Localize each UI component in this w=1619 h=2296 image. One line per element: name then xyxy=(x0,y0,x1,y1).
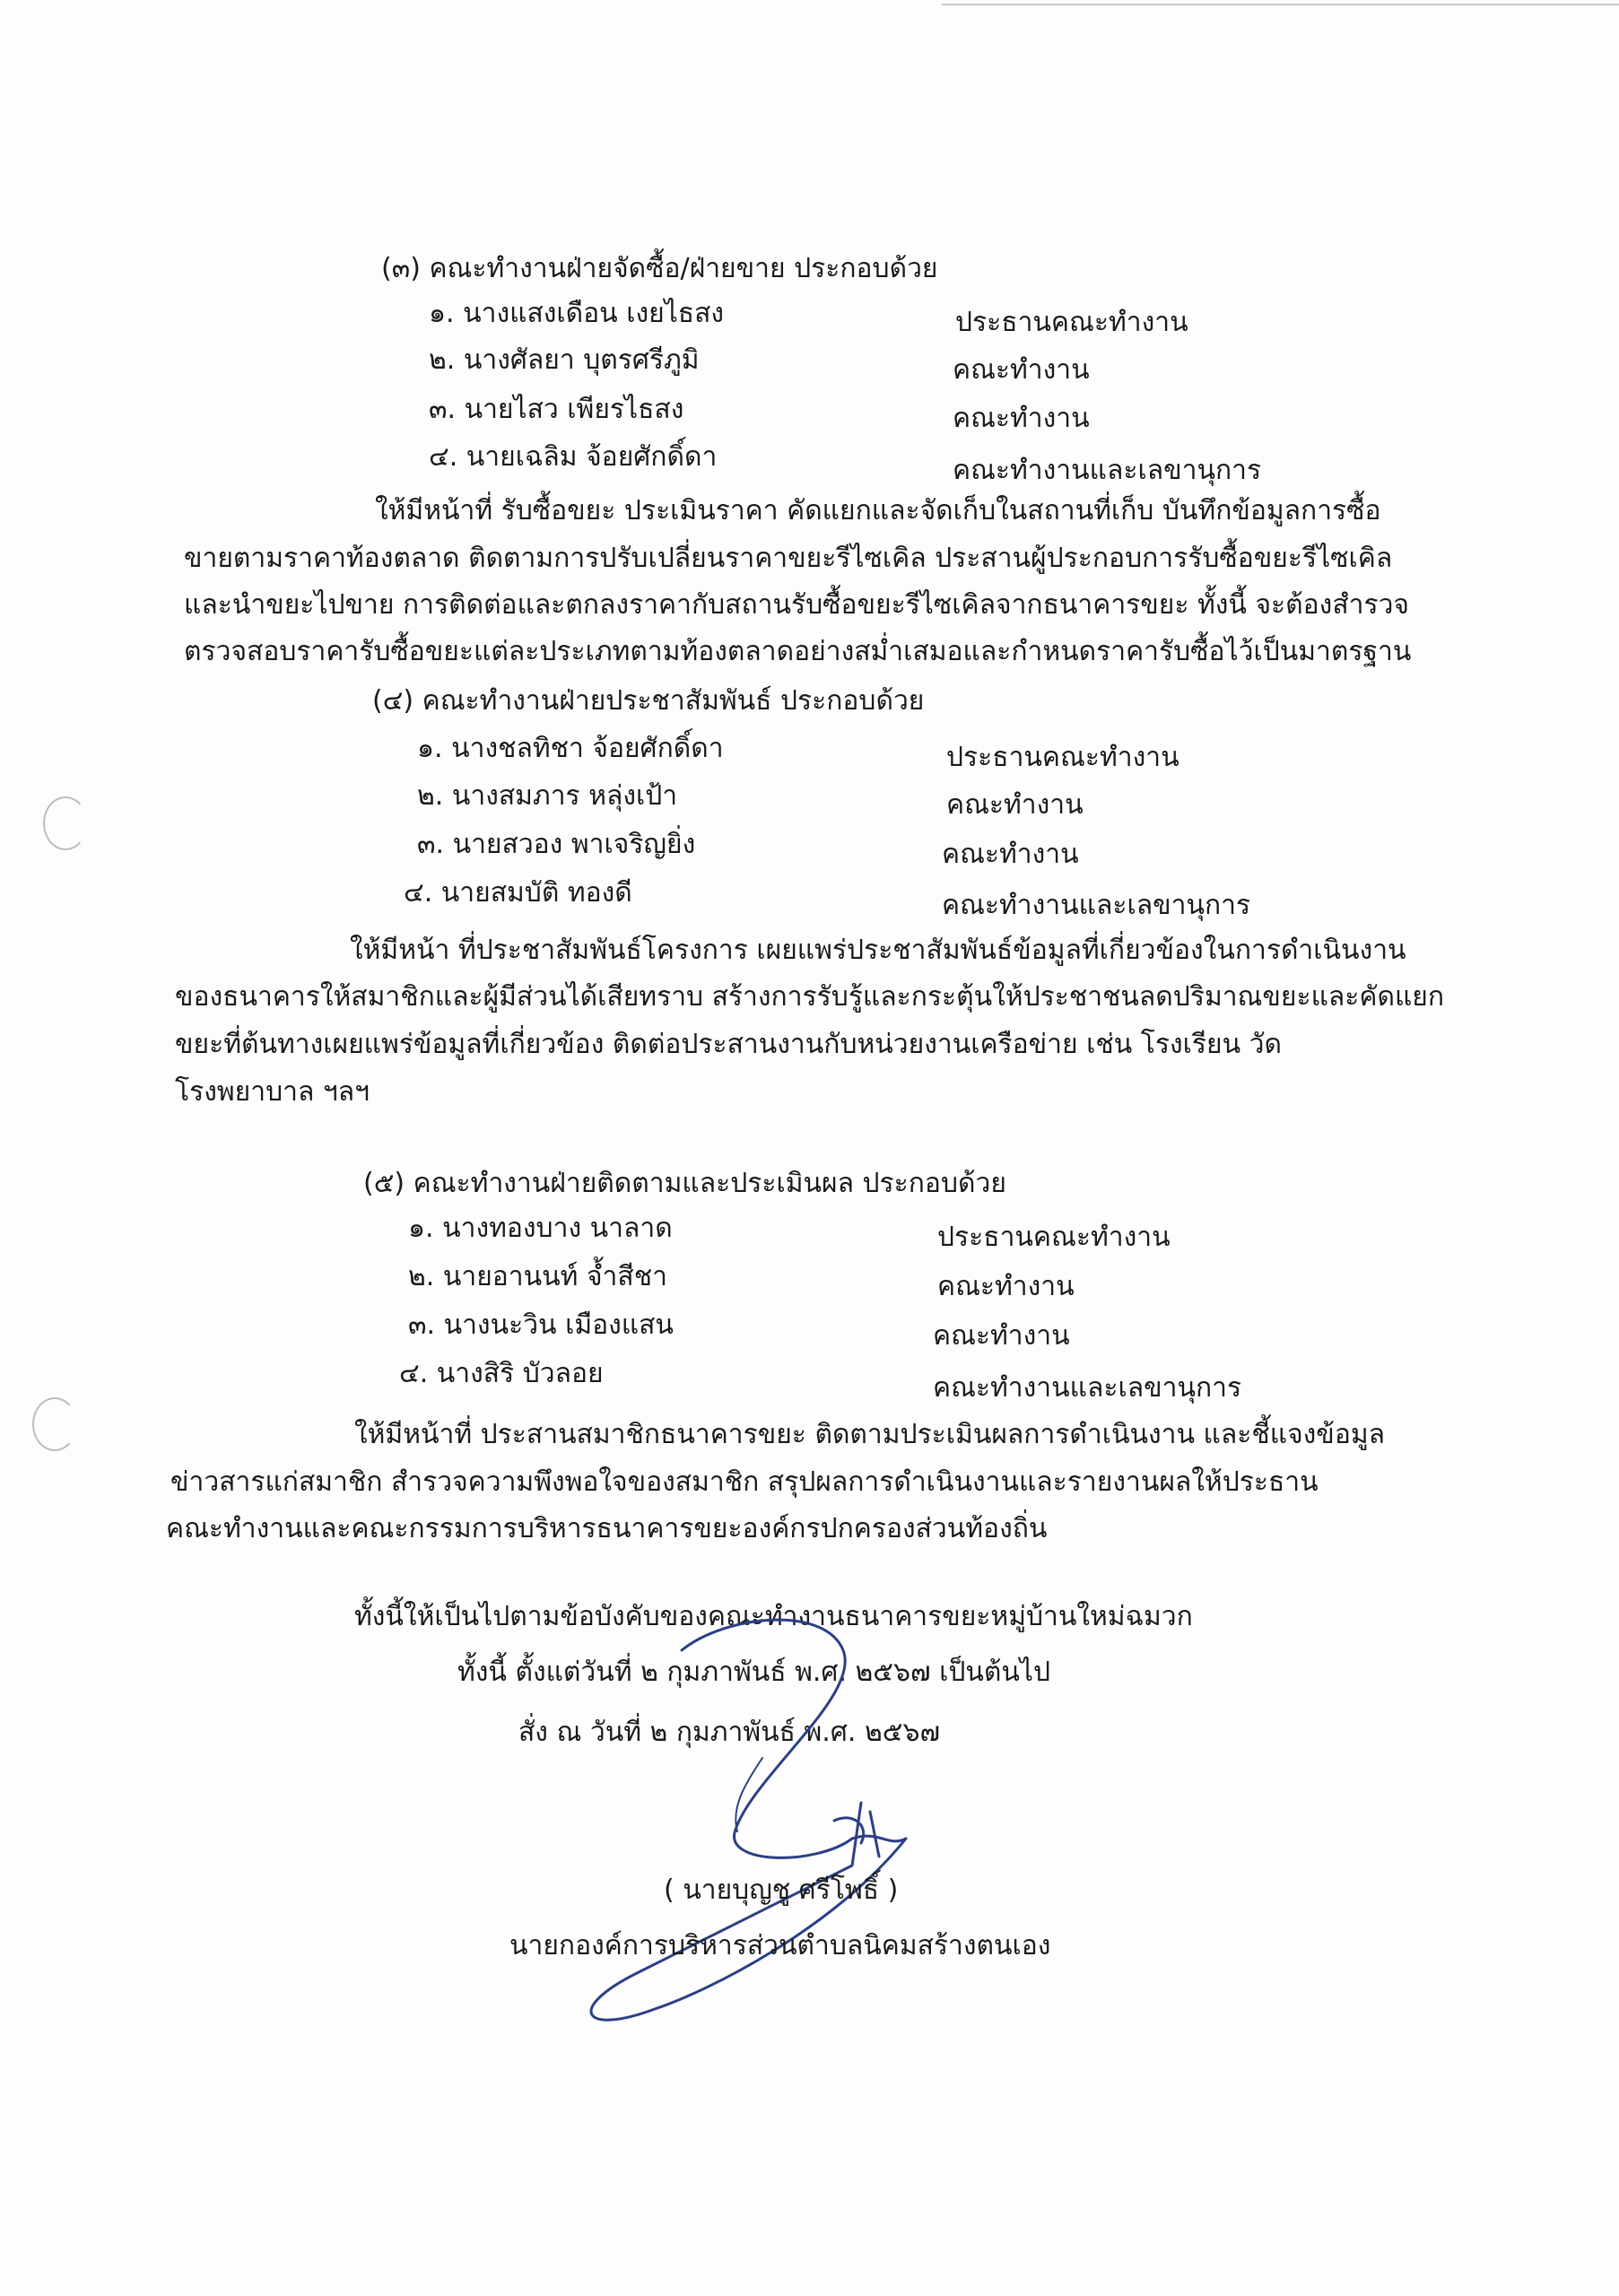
section-5-member-2-role: คณะทำงาน xyxy=(937,1271,1075,1302)
section-4-member-2-role: คณะทำงาน xyxy=(946,789,1084,821)
punch-hole-top xyxy=(43,796,88,850)
section-5-heading: (๕) คณะทำงานฝ่ายติดตามและประเมินผล ประกอบด้วย xyxy=(363,1168,1006,1199)
section-5-member-4-role: คณะทำงานและเลขานุการ xyxy=(933,1372,1242,1404)
section-4-member-3-role: คณะทำงาน xyxy=(942,839,1079,870)
closing-order-date-line: สั่ง ณ วันที่ ๒ กุมภาพันธ์ พ.ศ. ๒๕๖๗ xyxy=(518,1717,941,1748)
signatory-name: ( นายบุญชู ศรีโพธิ์ ) xyxy=(664,1874,899,1906)
section-4-duty-line: ขยะที่ต้นทางเผยแพร่ข้อมูลที่เกี่ยวข้อง ติดต่อประสานงานกับหน่วยงานเครือข่าย เช่น โรงเรียน วัด xyxy=(175,1029,1282,1060)
section-4-member-2-name: ๒. นางสมภาร หลุ่งเป้า xyxy=(417,780,678,812)
section-3-member-2-name: ๒. นางศัลยา บุตรศรีภูมิ xyxy=(429,344,700,376)
section-4-duty-line: ให้มีหน้า ที่ประชาสัมพันธ์โครงการ เผยแพร่ประชาสัมพันธ์ข้อมูลที่เกี่ยวข้องในการดำเนินงาน xyxy=(350,935,1406,966)
section-3-duty-line: ขายตามราคาท้องตลาด ติดตามการปรับเปลี่ยนราคาขยะรีไซเคิล ประสานผู้ประกอบการรับซื้อขยะรีไซเคิล xyxy=(184,543,1393,574)
section-5-duty-line: ข่าวสารแก่สมาชิก สำรวจความพึงพอใจของสมาชิก สรุปผลการดำเนินงานและรายงานผลให้ประธาน xyxy=(170,1466,1319,1498)
section-3-member-3-name: ๓. นายไสว เพียรไธสง xyxy=(429,394,684,425)
section-4-member-1-name: ๑. นางชลทิชา จ้อยศักดิ์ดา xyxy=(417,733,724,764)
section-3-heading: (๓) คณะทำงานฝ่ายจัดซื้อ/ฝ่ายขาย ประกอบด้วย xyxy=(381,253,938,284)
section-4-member-3-name: ๓. นายสวอง พาเจริญยิ่ง xyxy=(417,829,696,860)
section-5-member-4-name: ๔. นางสิริ บัวลอย xyxy=(399,1358,604,1389)
section-4-duty-line: โรงพยาบาล ฯลฯ xyxy=(175,1076,370,1108)
section-3-member-4-role: คณะทำงานและเลขานุการ xyxy=(953,455,1262,486)
section-5-duty-line: ให้มีหน้าที่ ประสานสมาชิกธนาคารขยะ ติดตามประเมินผลการดำเนินงาน และชี้แจงข้อมูล xyxy=(354,1419,1385,1450)
section-5-member-1-name: ๑. นางทองบาง นาลาด xyxy=(408,1213,673,1244)
section-3-member-1-role: ประธานคณะทำงาน xyxy=(955,307,1188,338)
section-3-member-1-name: ๑. นางแสงเดือน เงยไธสง xyxy=(429,298,725,329)
section-4-member-4-role: คณะทำงานและเลขานุการ xyxy=(942,890,1251,921)
section-5-duty-line: คณะทำงานและคณะกรรมการบริหารธนาคารขยะองค์กรปกครองส่วนท้องถิ่น xyxy=(166,1513,1048,1544)
scan-edge-line xyxy=(942,4,1619,5)
section-5-member-2-name: ๒. นายอานนท์ จ้ำสีชา xyxy=(408,1261,667,1292)
section-5-member-3-name: ๓. นางนะวิน เมืองแสน xyxy=(408,1309,674,1341)
section-3-member-4-name: ๔. นายเฉลิม จ้อยศักดิ์ดา xyxy=(429,441,718,473)
punch-hole-bottom xyxy=(32,1397,77,1451)
section-4-heading: (๔) คณะทำงานฝ่ายประชาสัมพันธ์ ประกอบด้วย xyxy=(372,685,925,717)
section-3-duty-line: ให้มีหน้าที่ รับซื้อขยะ ประเมินราคา คัดแยกและจัดเก็บในสถานที่เก็บ บันทึกข้อมูลการซื้อ xyxy=(375,495,1381,526)
section-4-duty-line: ของธนาคารให้สมาชิกและผู้มีส่วนได้เสียทราบ สร้างการรับรู้และกระตุ้นให้ประชาชนลดปริมาณขยะและคัดแยก xyxy=(175,981,1445,1013)
section-4-member-4-name: ๔. นายสมบัติ ทองดี xyxy=(404,877,632,909)
section-5-member-3-role: คณะทำงาน xyxy=(933,1320,1070,1352)
section-3-duty-line: ตรวจสอบราคารับซื้อขยะแต่ละประเภทตามท้องตลาดอย่างสม่ำเสมอและกำหนดราคารับซื้อไว้เป็นมาตรฐาน xyxy=(184,636,1412,667)
section-4-member-1-role: ประธานคณะทำงาน xyxy=(946,742,1179,773)
handwritten-signature xyxy=(529,1596,1067,2045)
closing-effective-date-line: ทั้งนี้ ตั้งแต่วันที่ ๒ กุมภาพันธ์ พ.ศ. ๒๕๖๗ เป็นต้นไป xyxy=(457,1657,1051,1688)
closing-regulation-line: ทั้งนี้ให้เป็นไปตามข้อบังคับของคณะทำงานธนาคารขยะหมู่บ้านใหม่ฉมวก xyxy=(354,1601,1193,1632)
section-3-member-2-role: คณะทำงาน xyxy=(953,354,1090,386)
section-3-member-3-role: คณะทำงาน xyxy=(953,403,1090,434)
signatory-position: นายกองค์การบริหารส่วนตำบลนิคมสร้างตนเอง xyxy=(509,1930,1051,1961)
section-3-duty-line: และนำขยะไปขาย การติดต่อและตกลงราคากับสถานรับซื้อขยะรีไซเคิลจากธนาคารขยะ ทั้งนี้ จะต้องสำรวจ xyxy=(184,589,1410,621)
section-5-member-1-role: ประธานคณะทำงาน xyxy=(937,1222,1171,1253)
